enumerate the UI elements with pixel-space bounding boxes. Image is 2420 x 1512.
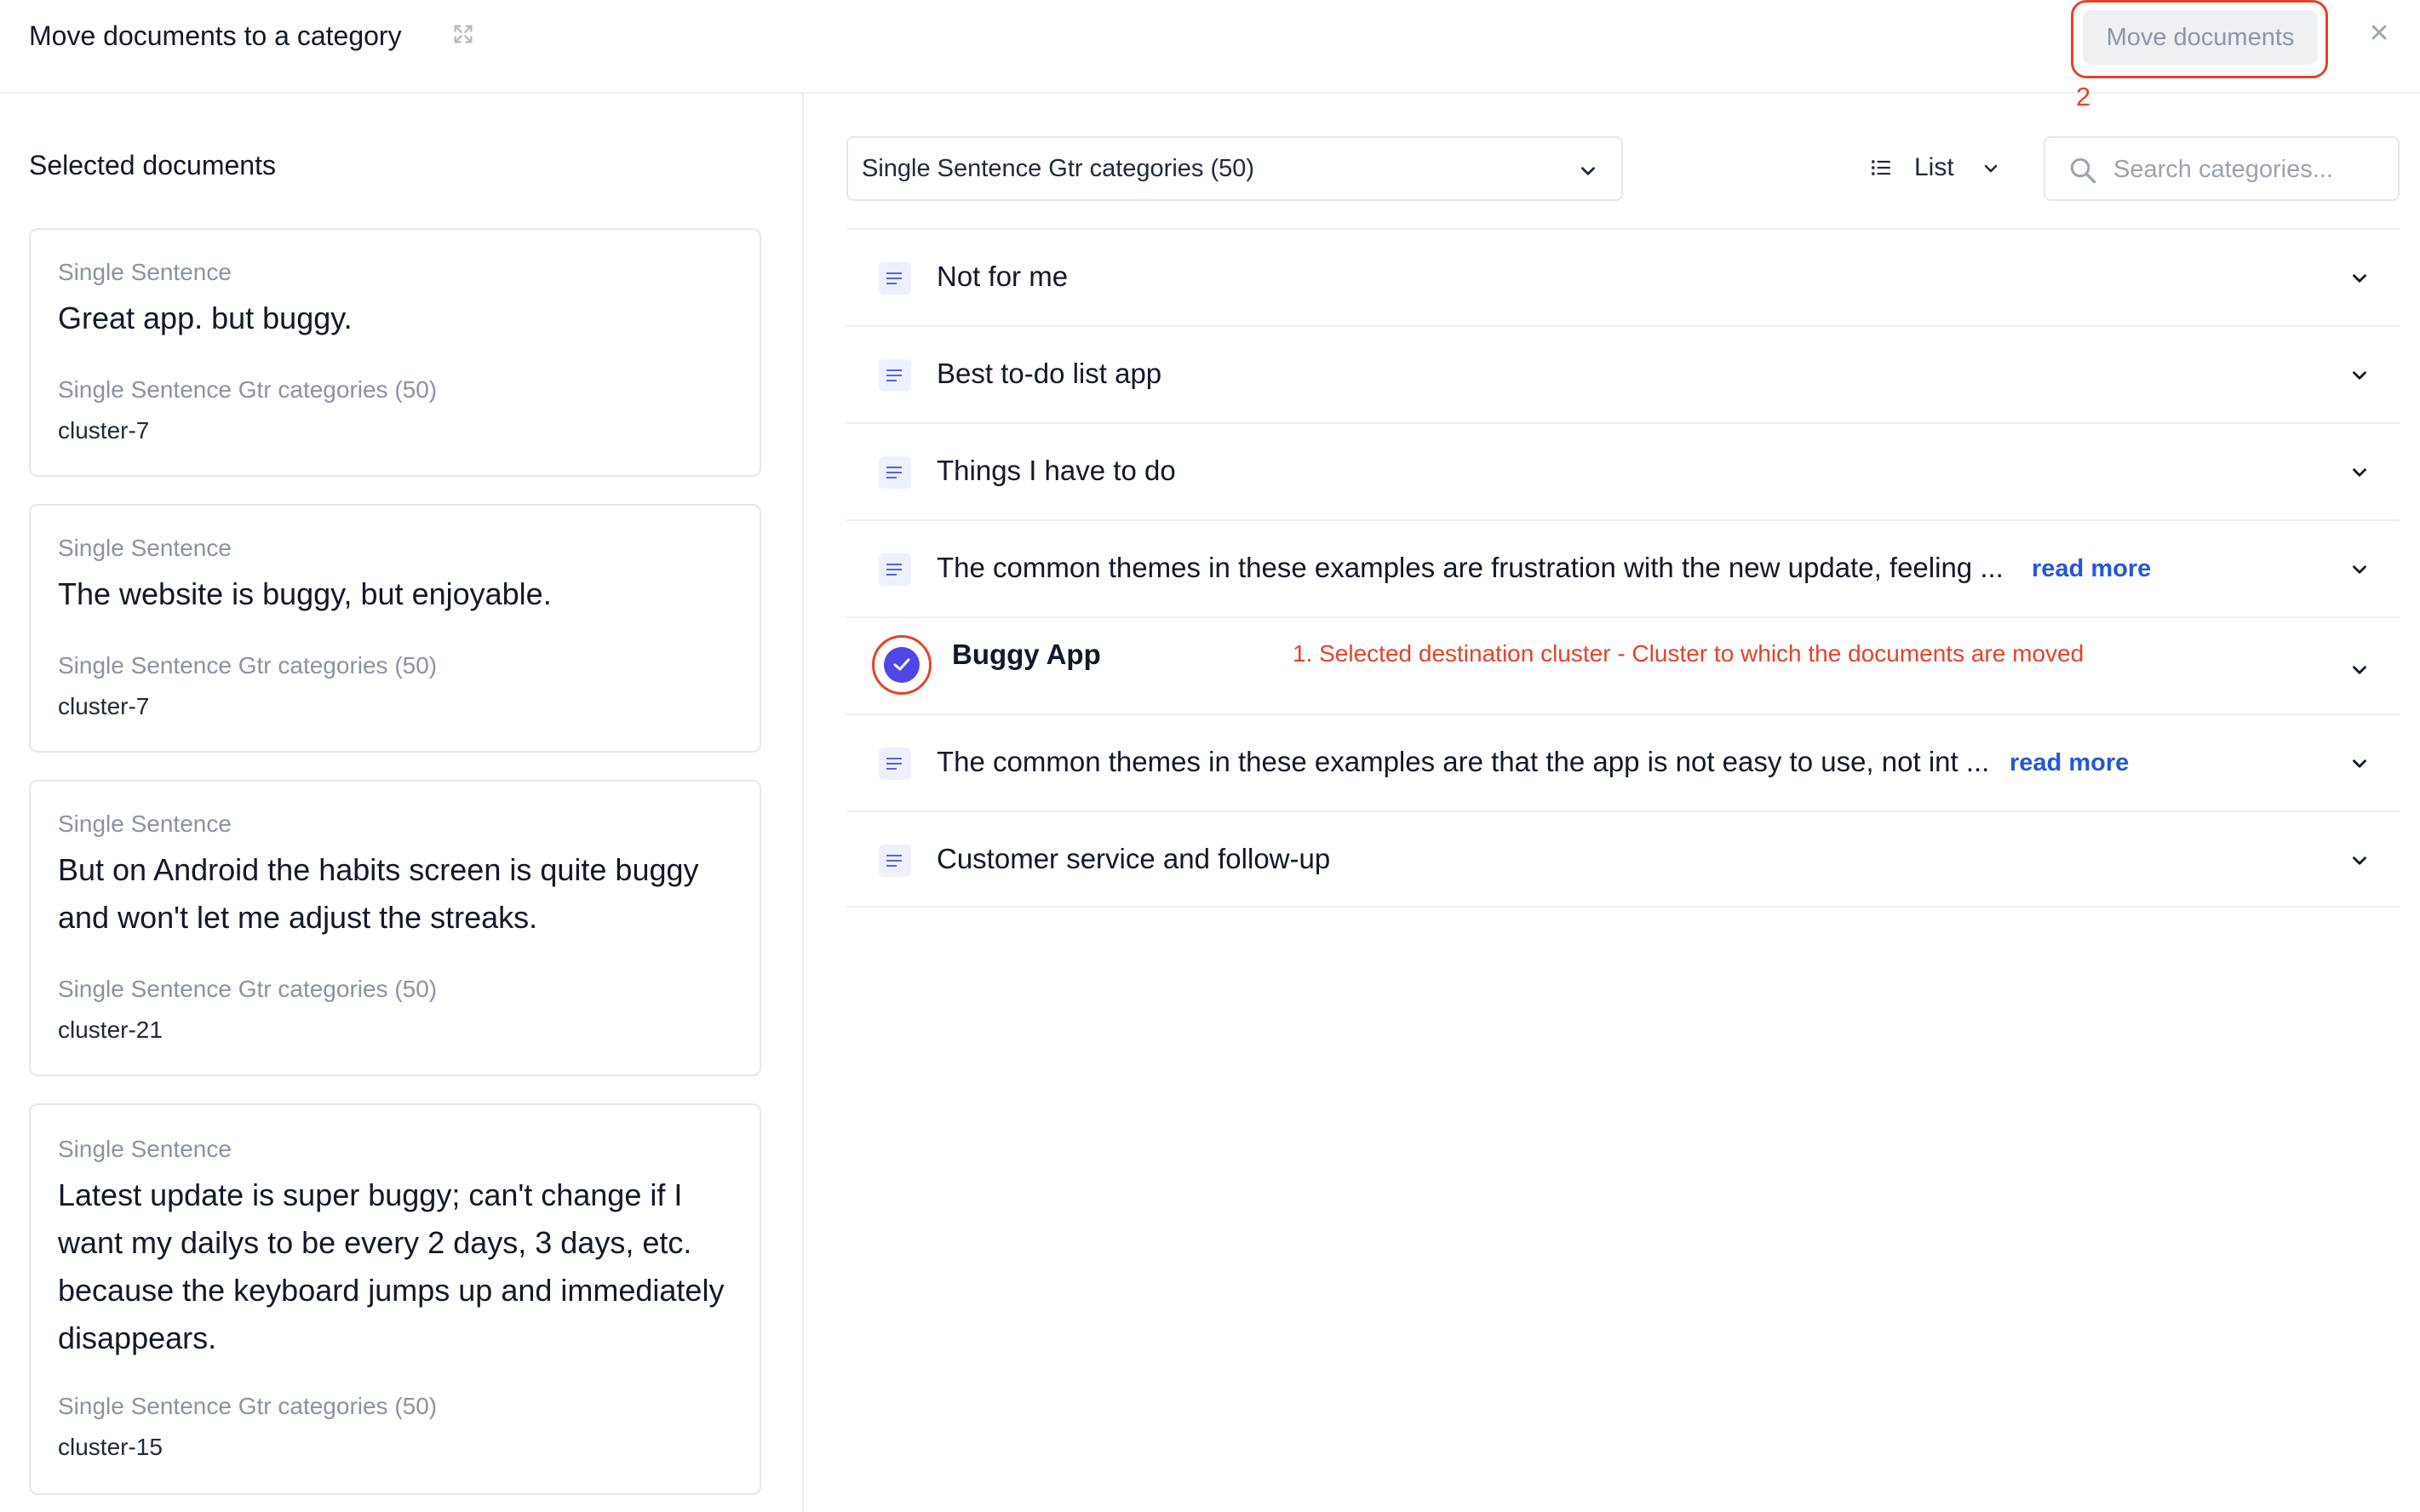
document-type: Single Sentence (58, 1136, 232, 1162)
chevron-down-icon[interactable] (2348, 461, 2371, 484)
category-set-label: Single Sentence Gtr categories (50) (862, 155, 1255, 182)
list-icon (1870, 157, 1892, 179)
search-categories-box[interactable] (2044, 136, 2400, 201)
search-categories-input[interactable] (2113, 152, 2386, 187)
document-cluster: cluster-7 (58, 417, 150, 444)
category-set-select[interactable] (846, 136, 1623, 201)
close-icon[interactable] (2367, 20, 2391, 44)
document-type: Single Sentence (58, 810, 232, 837)
document-card[interactable] (29, 504, 761, 753)
category-row[interactable] (846, 422, 2400, 519)
document-category: Single Sentence Gtr categories (50) (58, 1393, 438, 1419)
chevron-down-icon[interactable] (2348, 267, 2371, 289)
document-cluster: cluster-21 (58, 1017, 163, 1043)
category-label: Best to-do list app (937, 358, 1162, 389)
category-row[interactable] (846, 325, 2400, 422)
dialog-title: Move documents to a category (29, 20, 402, 51)
category-label: The common themes in these examples are that the app is not easy to use, not int ... (937, 746, 1990, 777)
chevron-down-icon[interactable] (2348, 558, 2371, 581)
panel-divider (802, 94, 804, 1512)
document-category: Single Sentence Gtr categories (50) (58, 976, 438, 1002)
move-documents-button[interactable]: Move documents (2083, 10, 2318, 65)
document-cluster: cluster-15 (58, 1434, 163, 1460)
document-text: But on Android the habits screen is quite buggy and won't let me adjust the streaks. (58, 852, 699, 935)
document-lines-icon (879, 845, 911, 877)
category-label: Customer service and follow-up (937, 843, 1331, 874)
category-label: The common themes in these examples are frustration with the new update, feeling ... (937, 552, 2004, 583)
category-label: Not for me (937, 261, 1069, 292)
view-mode-label: List (1914, 153, 1954, 181)
annotation-step-1: 1. Selected destination cluster - Cluster to which the documents are moved (1293, 640, 2085, 667)
category-label: Buggy App (952, 639, 1101, 670)
chevron-down-icon[interactable] (2348, 364, 2371, 387)
check-icon[interactable] (884, 647, 920, 683)
chevron-down-icon (1981, 158, 2001, 179)
document-text: Latest update is super buggy; can't change if I want my dailys to be every 2 days, 3 days, etc. because the keyboard jumps up and immediately disappears. (58, 1177, 725, 1355)
document-category: Single Sentence Gtr categories (50) (58, 376, 438, 403)
selected-documents-title: Selected documents (29, 150, 276, 180)
chevron-down-icon (1577, 160, 1599, 182)
dialog-header (0, 0, 2420, 112)
expand-icon[interactable] (451, 22, 475, 46)
document-lines-icon (879, 359, 911, 392)
read-more-link[interactable]: read more (2032, 555, 2152, 582)
document-type: Single Sentence (58, 535, 232, 561)
document-category: Single Sentence Gtr categories (50) (58, 652, 438, 679)
document-text: Great app. but buggy. (58, 301, 353, 335)
chevron-down-icon[interactable] (2348, 659, 2371, 681)
document-lines-icon (879, 456, 911, 489)
document-lines-icon (879, 262, 911, 295)
view-mode-dropdown[interactable] (1870, 150, 2006, 187)
chevron-down-icon[interactable] (2348, 753, 2371, 775)
category-row[interactable] (846, 713, 2400, 810)
document-lines-icon (879, 747, 911, 780)
category-row[interactable] (846, 228, 2400, 325)
category-row-selected[interactable] (846, 616, 2400, 713)
document-card[interactable] (29, 780, 761, 1076)
document-text: The website is buggy, but enjoyable. (58, 576, 552, 611)
search-icon (2067, 155, 2098, 186)
document-type: Single Sentence (58, 259, 232, 285)
document-card[interactable] (29, 228, 761, 477)
category-row[interactable] (846, 519, 2400, 616)
document-card[interactable] (29, 1103, 761, 1495)
category-label: Things I have to do (937, 455, 1176, 486)
category-row[interactable] (846, 810, 2400, 908)
read-more-link[interactable]: read more (2010, 749, 2130, 776)
document-lines-icon (879, 553, 911, 586)
annotation-step-2: 2 (2076, 82, 2091, 112)
chevron-down-icon[interactable] (2348, 850, 2371, 872)
document-cluster: cluster-7 (58, 693, 150, 719)
